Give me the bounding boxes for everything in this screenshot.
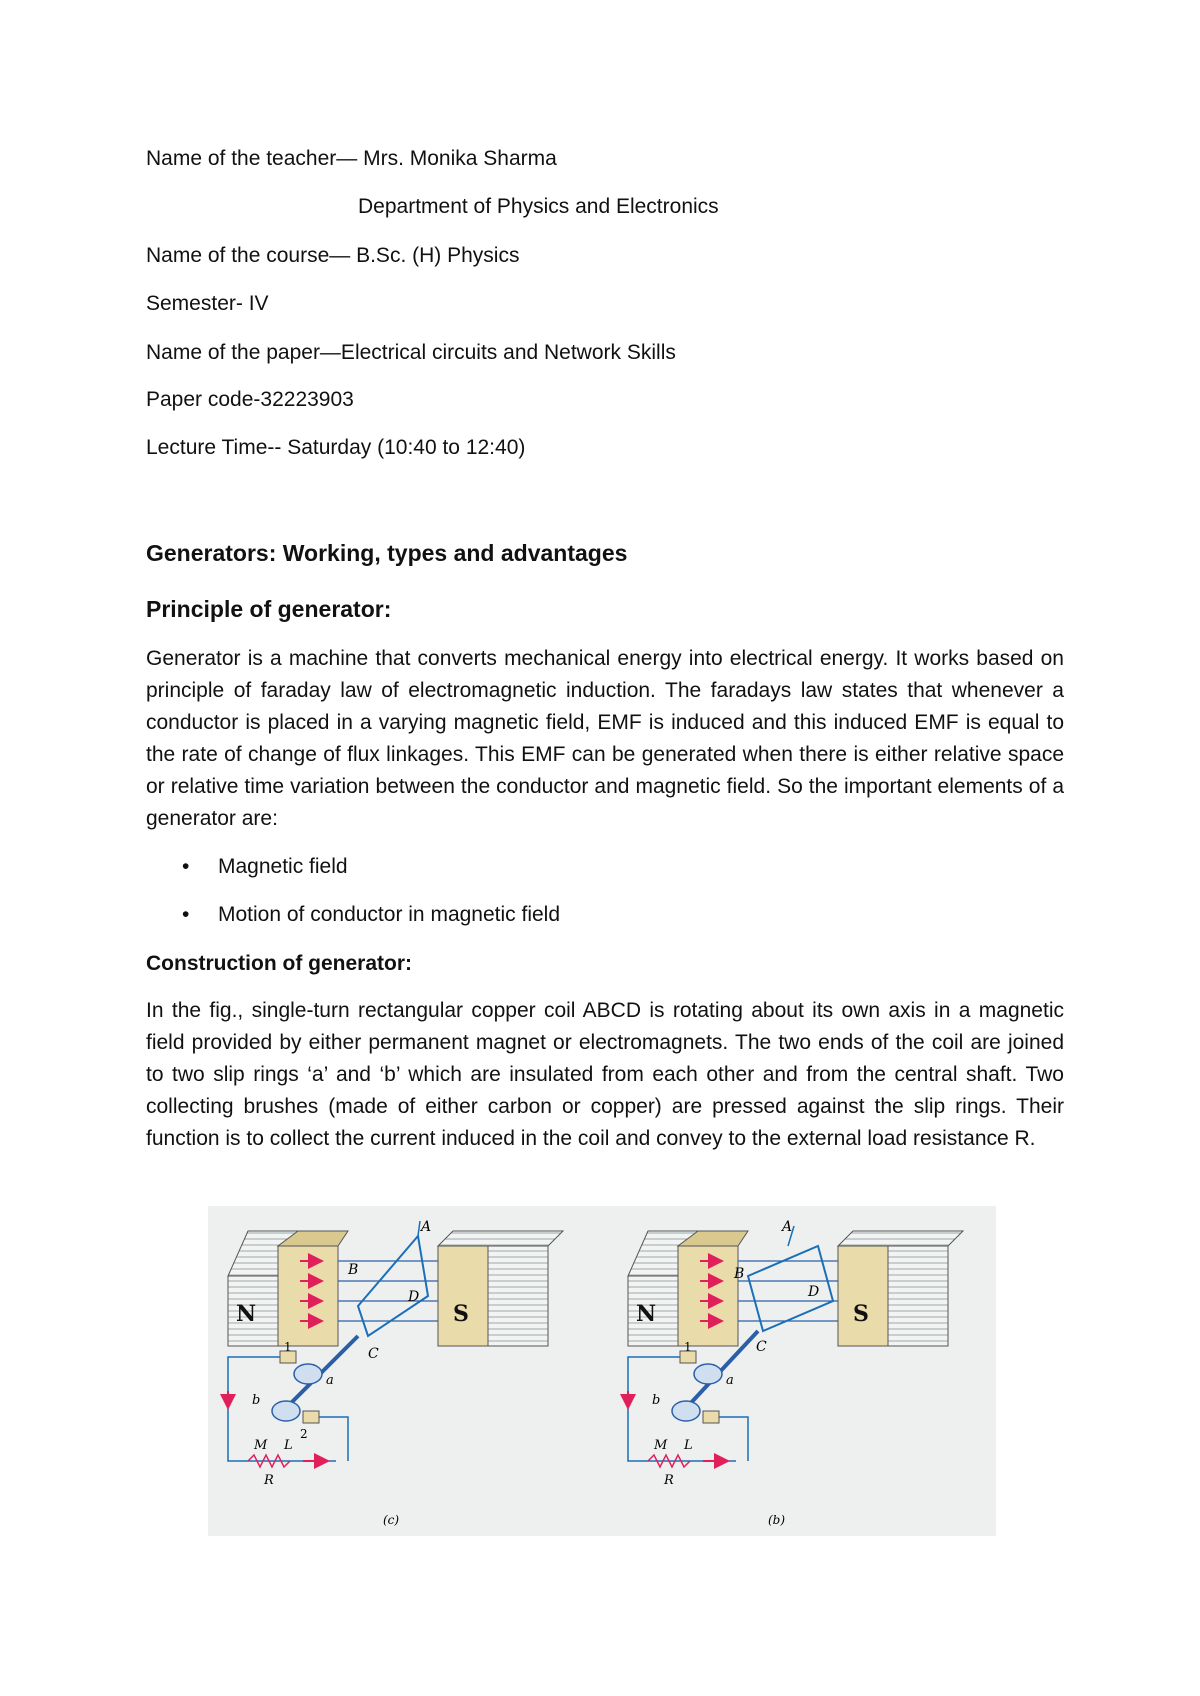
generator-figure <box>208 1206 996 1536</box>
department-line: Department of Physics and Electronics <box>358 195 719 218</box>
slip-ring-label-b: b <box>252 1393 261 1408</box>
page-title: Generators: Working, types and advantages <box>146 540 628 566</box>
coil-label-d: D <box>408 1289 420 1305</box>
bullet-icon: • <box>182 903 190 926</box>
load-label-m: M <box>654 1438 668 1453</box>
slip-ring-label-a: a <box>326 1373 334 1388</box>
coil-label-b: B <box>734 1266 745 1282</box>
principle-heading: Principle of generator: <box>146 596 392 622</box>
principle-paragraph: Generator is a machine that converts mechanical energy into electrical energy. It works based on principle of faraday law of electromagnetic induction. The faradays law states that whenever a conductor is placed in a varying magnetic field, EMF is induced and this induced EMF is equal to the rate of change of flux linkages. This EMF can be generated when there is either relative space or relative time variation between the conductor and magnetic field. So the important elements of a generator are: <box>146 647 1064 830</box>
teacher-line: Name of the teacher— Mrs. Monika Sharma <box>146 147 557 170</box>
list-item: • Motion of conductor in magnetic field <box>182 903 561 926</box>
figure-caption-c: (c) <box>383 1513 400 1527</box>
north-pole-label: N <box>236 1301 257 1327</box>
load-label-l: L <box>684 1438 693 1453</box>
brush-label-1: 1 <box>684 1340 692 1354</box>
north-pole-label: N <box>636 1301 657 1327</box>
slip-ring-label-a: a <box>726 1373 734 1388</box>
coil-label-b: B <box>348 1262 359 1278</box>
coil-label-c: C <box>368 1346 379 1362</box>
south-pole-label: S <box>853 1301 869 1327</box>
panel-c <box>228 1219 563 1527</box>
lecture-time-line: Lecture Time-- Saturday (10:40 to 12:40) <box>146 436 526 459</box>
construction-heading: Construction of generator: <box>146 952 412 975</box>
load-label-m: M <box>254 1438 268 1453</box>
bullet-icon: • <box>182 855 190 878</box>
generator-diagram <box>208 1206 996 1536</box>
paper-code-line: Paper code-32223903 <box>146 388 354 411</box>
coil-label-a: A <box>421 1219 432 1235</box>
panel-b <box>628 1219 963 1527</box>
elements-list <box>146 855 560 951</box>
paper-name-line: Name of the paper—Electrical circuits and Network Skills <box>146 341 676 364</box>
load-label-r: R <box>664 1473 674 1488</box>
coil-label-a: A <box>782 1219 793 1235</box>
brush-label-1: 1 <box>284 1340 292 1354</box>
coil-label-d: D <box>808 1284 820 1300</box>
load-label-r: R <box>264 1473 274 1488</box>
figure-caption-b: (b) <box>768 1513 786 1527</box>
coil-label-c: C <box>756 1339 767 1355</box>
brush-label-2: 2 <box>300 1427 308 1441</box>
slip-ring-label-b: b <box>652 1393 661 1408</box>
load-label-l: L <box>284 1438 293 1453</box>
construction-paragraph: In the fig., single-turn rectangular copper coil ABCD is rotating about its own axis in a magnetic field provided by either permanent magnet or electromagnets. The two ends of the coil are joined to two slip rings ‘a’ and ‘b’ which are insulated from each other and from the central shaft. Two collecting brushes (made of either carbon or copper) are pressed against the slip rings. Their function is to collect the current induced in the coil and convey to the external load resistance R. <box>146 999 1064 1150</box>
course-line: Name of the course— B.Sc. (H) Physics <box>146 244 520 267</box>
semester-line: Semester- IV <box>146 292 269 315</box>
list-item: • Magnetic field <box>182 855 348 878</box>
south-pole-label: S <box>453 1301 469 1327</box>
